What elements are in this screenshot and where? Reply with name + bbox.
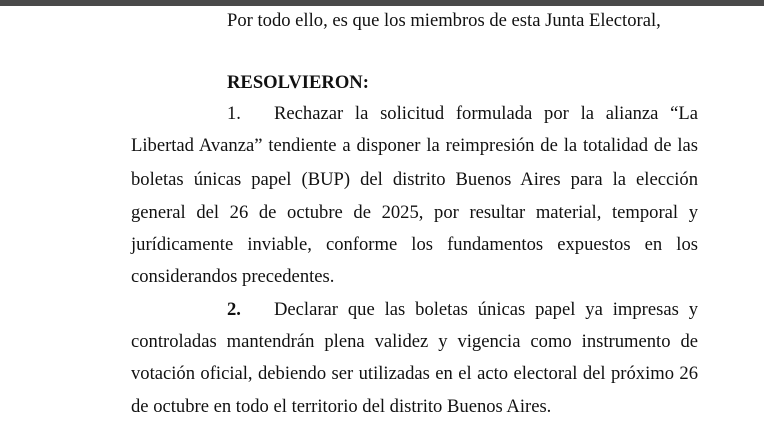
item-line: controladas mantendrán plena validez y vigencia como instrumento de xyxy=(131,331,698,352)
item-line: Rechazar la solicitud formulada por la alianza “La xyxy=(274,103,698,124)
resolution-item-1 xyxy=(227,103,698,125)
item-line: considerandos precedentes. xyxy=(131,266,335,287)
item-number: 2. xyxy=(227,299,241,320)
item-line: votación oficial, debiendo ser utilizadas en el acto electoral del próximo 26 xyxy=(131,363,698,384)
item-line: de octubre en todo el territorio del distrito Buenos Aires. xyxy=(131,396,552,417)
intro-paragraph: Por todo ello, es que los miembros de esta Junta Electoral, xyxy=(227,10,661,31)
item-number: 1. xyxy=(227,103,241,124)
item-line: Libertad Avanza” tendiente a disponer la reimpresión de la totalidad de las xyxy=(131,135,698,156)
item-line: jurídicamente inviable, conforme los fundamentos expuestos en los xyxy=(131,234,698,255)
resolution-heading: RESOLVIERON: xyxy=(227,72,369,93)
resolution-item-2 xyxy=(227,299,698,321)
document-page xyxy=(0,6,764,429)
item-line: general del 26 de octubre de 2025, por resultar material, temporal y xyxy=(131,202,698,223)
item-line: boletas únicas papel (BUP) del distrito Buenos Aires para la elección xyxy=(131,169,698,190)
item-line: Declarar que las boletas únicas papel ya impresas y xyxy=(274,299,698,320)
